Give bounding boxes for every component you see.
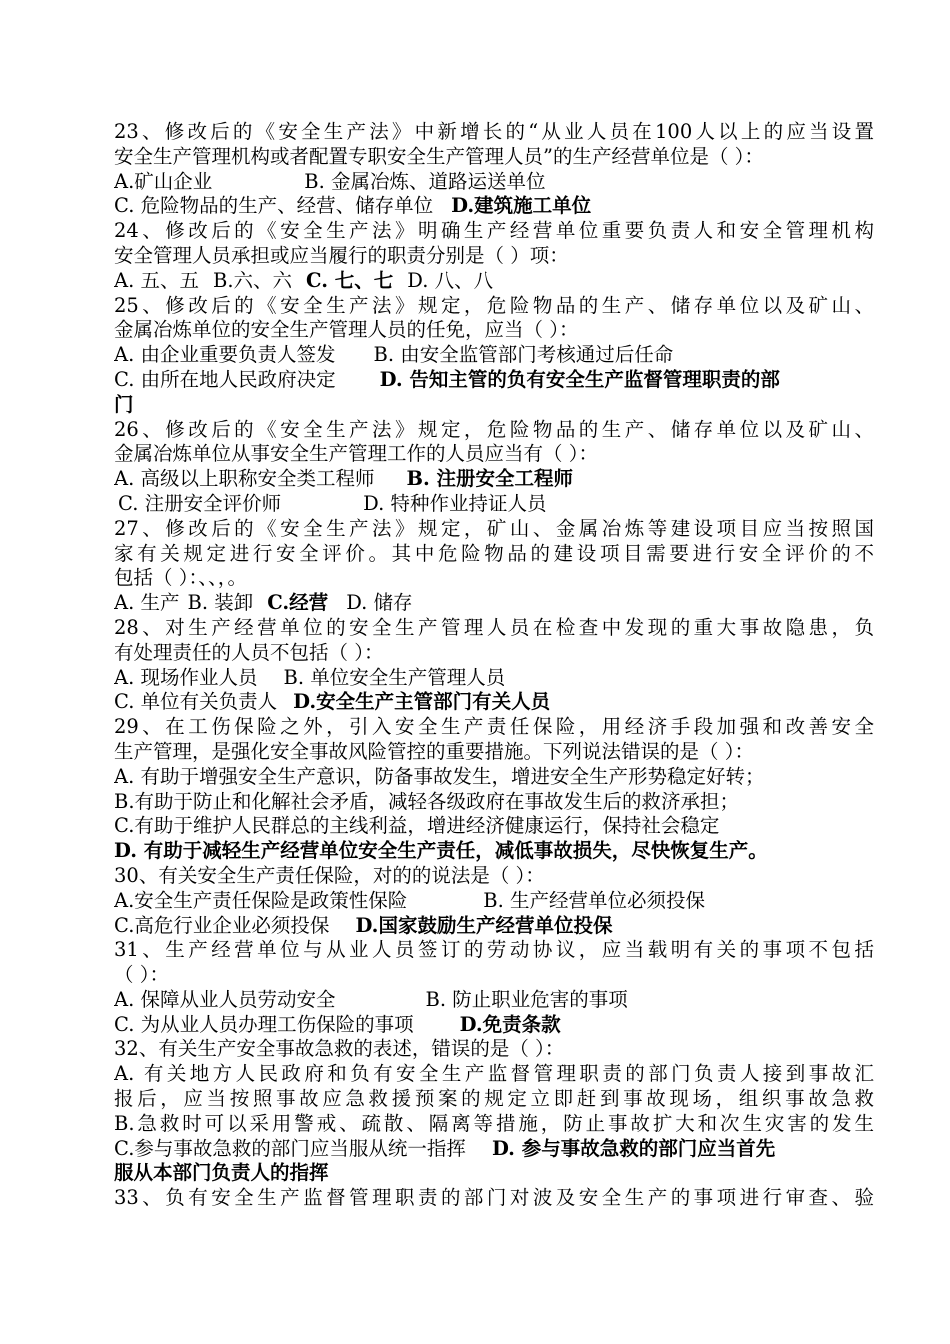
option-d-answer-continued: 门 [114, 392, 134, 416]
question-29-line-1: 29、在工伤保险之外，引入安全生产责任保险，用经济手段加强和改善安全 [114, 715, 874, 739]
question-24-line-2: 安全管理人员承担或应当履行的职责分别是（ ）项： [114, 243, 569, 267]
question-31-line-1: 31、生产经营单位与从业人员签订的劳动协议，应当载明有关的事项不包括 [114, 938, 874, 962]
question-32-line-1: 32、有关生产安全事故急救的表述，错误的是（ ）： [114, 1037, 565, 1061]
option-c: C. 单位有关负责人 [114, 690, 278, 714]
question-27-line-3: 包括（ ）：、、，。 [114, 566, 247, 590]
question-27-line-2: 家有关规定进行安全评价。其中危险物品的建设项目需要进行安全评价的不 [114, 541, 874, 565]
question-23-options-row-2 [114, 194, 874, 219]
question-26-options-row-1 [114, 467, 874, 492]
question-28-line-1: 28、对生产经营单位的安全生产管理人员在检查中发现的重大事故隐患，负 [114, 615, 874, 639]
option-d-answer: D. 有助于减轻生产经营单位安全生产责任，减低事故损失，尽快恢复生产。 [114, 839, 768, 863]
option-b: B. 生产经营单位必须投保 [483, 888, 706, 912]
option-a-line-2: 报后，应当按照事故应急救援预案的规定立即赶到事故现场，组织事故急救 [114, 1087, 874, 1111]
question-30-options-row-2 [114, 914, 874, 939]
option-b: B. 单位安全生产管理人员 [283, 665, 506, 689]
option-d: D. 特种作业持证人员 [363, 491, 547, 515]
option-b: B.有助于防止和化解社会矛盾，减轻各级政府在事故发生后的救济承担； [114, 789, 740, 813]
question-28-options-row-2 [114, 690, 874, 715]
question-27-options [114, 591, 874, 616]
question-24-options [114, 269, 874, 294]
option-c: C. 为从业人员办理工伤保险的事项 [114, 1012, 414, 1036]
option-a: A. 保障从业人员劳动安全 [114, 987, 336, 1011]
question-25-line-2: 金属冶炼单位的安全生产管理人员的任免，应当（ ）： [114, 318, 579, 342]
question-29-line-2: 生产管理，是强化安全事故风险管控的重要措施。下列说法错误的是（ ）： [114, 739, 754, 763]
option-a: A. 由企业重要负责人签发 [114, 343, 336, 367]
question-32-options-row [114, 1137, 874, 1162]
question-31-options-row-2 [114, 1013, 874, 1038]
question-26-options-row-2 [114, 492, 874, 517]
option-c: C.有助于维护人民群总的主线利益，增进经济健康运行，保持社会稳定 [114, 814, 720, 838]
option-d-answer: D.国家鼓励生产经营单位投保 [355, 913, 613, 937]
question-33-line-1: 33、负有安全生产监督管理职责的部门对波及安全生产的事项进行审查、验 [114, 1186, 874, 1210]
question-23-options-row-1 [114, 170, 874, 195]
option-c-answer: C. 七、七 [306, 268, 394, 292]
option-a: A.矿山企业 [114, 169, 213, 193]
option-d-answer: D.安全生产主管部门有关人员 [293, 690, 551, 714]
question-23-line-1: 23、修改后的《安全生产法》中新增长的“从业人员在100人以上的应当设置 [114, 120, 874, 143]
option-d-answer: D.建筑施工单位 [451, 194, 592, 218]
question-28-options-row-1 [114, 666, 874, 691]
option-d-answer: D. 参与事故急救的部门应当首先 [491, 1136, 776, 1160]
question-23-line-2: 安全生产管理机构或者配置专职安全生产管理人员”的生产经营单位是（ ）： [114, 144, 764, 168]
document-page [114, 120, 874, 1211]
option-c: C.高危行业企业必须投保 [114, 913, 330, 937]
option-b: B. 装卸 [187, 591, 254, 615]
question-25-options-row-1 [114, 343, 874, 368]
question-31-line-2: （ ）： [114, 963, 169, 987]
question-27-line-1: 27、修改后的《安全生产法》规定，矿山、金属冶炼等建设项目应当按照国 [114, 516, 874, 540]
option-b: B.急救时可以采用警戒、疏散、隔离等措施，防止事故扩大和次生灾害的发生 [114, 1111, 874, 1135]
option-a: A.安全生产责任保险是政策性保险 [114, 888, 408, 912]
question-26-line-2: 金属冶炼单位从事安全生产管理工作的人员应当有（ ）： [114, 442, 598, 466]
option-c: C. 危险物品的生产、经营、储存单位 [114, 194, 434, 218]
option-d: D. 八、八 [407, 268, 494, 292]
question-24-line-1: 24、修改后的《安全生产法》明确生产经营单位重要负责人和安全管理机构 [114, 219, 874, 243]
question-25-line-1: 25、修改后的《安全生产法》规定，危险物品的生产、储存单位以及矿山、 [114, 293, 874, 317]
option-d-answer: D.免责条款 [459, 1012, 561, 1036]
option-b: B.六、六 [212, 268, 293, 292]
option-c: C. 注册安全评价师 [118, 491, 282, 515]
option-b-answer: B. 注册安全工程师 [406, 467, 574, 491]
option-a-line-1: A. 有关地方人民政府和负有安全生产监督管理职责的部门负责人接到事故汇 [114, 1062, 874, 1086]
question-30-line-1: 30、有关安全生产责任保险，对的的说法是（ ）： [114, 863, 545, 887]
option-d-answer: D. 告知主管的负有安全生产监督管理职责的部 [379, 367, 780, 391]
question-31-options-row-1 [114, 988, 874, 1013]
option-a: A. 五、五 [114, 268, 199, 292]
option-c: C.参与事故急救的部门应当服从统一指挥 [114, 1136, 466, 1160]
option-c-answer: C.经营 [267, 591, 329, 615]
option-b: B. 金属冶炼、道路运送单位 [304, 169, 546, 193]
option-b: B. 防止职业危害的事项 [425, 987, 628, 1011]
option-a: A. 生产 [114, 591, 180, 615]
question-28-line-2: 有处理责任的人员不包括（ ）： [114, 640, 384, 664]
option-d: D. 储存 [346, 591, 413, 615]
question-25-options-row-2 [114, 368, 874, 393]
question-30-options-row-1 [114, 889, 874, 914]
question-26-line-1: 26、修改后的《安全生产法》规定，危险物品的生产、储存单位以及矿山、 [114, 417, 874, 441]
option-c: C. 由所在地人民政府决定 [114, 367, 336, 391]
option-a: A. 现场作业人员 [114, 665, 258, 689]
option-a: A. 有助于增强安全生产意识，防备事故发生，增进安全生产形势稳定好转； [114, 764, 765, 788]
option-b: B. 由安全监管部门考核通过后任命 [373, 343, 674, 367]
option-a: A. 高级以上职称安全类工程师 [114, 467, 375, 491]
option-d-answer-continued: 服从本部门负责人的指挥 [114, 1161, 329, 1185]
